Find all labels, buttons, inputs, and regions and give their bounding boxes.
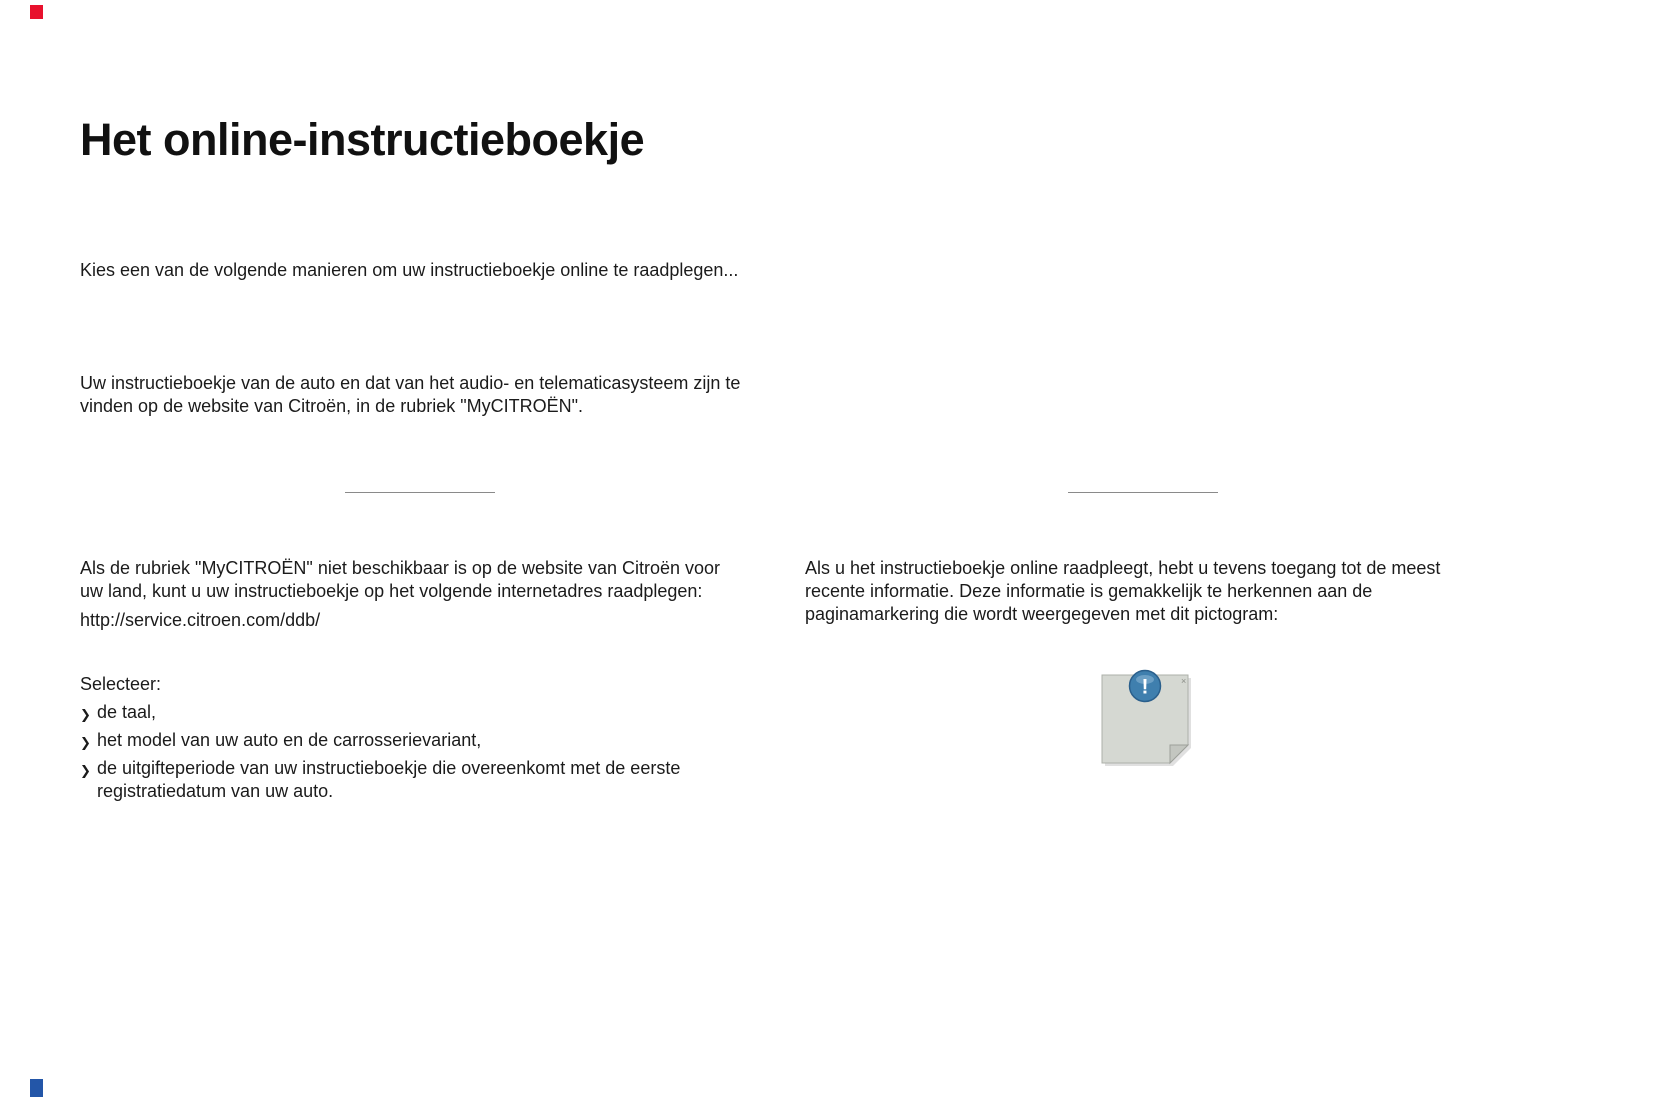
bullet-item-language bbox=[80, 701, 735, 724]
select-label: Selecteer: bbox=[80, 674, 162, 694]
page-title: Het online-instructieboekje bbox=[80, 114, 645, 165]
right-column bbox=[805, 557, 1505, 626]
print-mark-blue bbox=[30, 1079, 43, 1097]
bullet-item-text: de uitgifteperiode van uw instructieboekje die overeenkomt met de eerste registratiedatum van uw auto. bbox=[97, 758, 681, 801]
service-url: http://service.citroen.com/ddb/ bbox=[80, 610, 321, 630]
intro-text: Kies een van de volgende manieren om uw instructieboekje online te raadplegen... bbox=[80, 260, 739, 280]
print-mark-red bbox=[30, 5, 43, 19]
website-info-text: Uw instructieboekje van de auto en dat van het audio- en telematicasysteem zijn te vinden op de website van Citroën, in de rubriek "MyCITROËN". bbox=[80, 373, 741, 416]
left-column bbox=[80, 557, 735, 803]
exclamation-glyph: ! bbox=[1141, 675, 1149, 699]
page-with-exclamation-icon bbox=[1099, 668, 1191, 768]
chevron-right-icon: ❯ bbox=[80, 707, 91, 722]
corner-x-mark: × bbox=[1181, 676, 1187, 686]
bullet-item-text: de taal, bbox=[97, 702, 157, 722]
chevron-right-icon: ❯ bbox=[80, 763, 91, 778]
divider-left bbox=[345, 492, 495, 493]
bullet-item-model bbox=[80, 729, 735, 752]
fallback-info-text: Als de rubriek "MyCITROËN" niet beschikbaar is op de website van Citroën voor uw land, kunt u uw instructieboekje op het volgende internetadres raadplegen: bbox=[80, 558, 721, 601]
online-access-text: Als u het instructieboekje online raadpleegt, hebt u tevens toegang tot de meest recente informatie. Deze informatie is gemakkelijk te herkennen aan de paginamarkering die wordt weergegeven met dit pictogram: bbox=[805, 558, 1441, 624]
bullet-item-text: het model van uw auto en de carrosserievariant, bbox=[97, 730, 482, 750]
select-options-list bbox=[80, 701, 735, 803]
chevron-right-icon: ❯ bbox=[80, 735, 91, 750]
info-pictogram-svg bbox=[1099, 668, 1191, 768]
bullet-item-period bbox=[80, 757, 735, 803]
divider-right bbox=[1068, 492, 1218, 493]
page-fold bbox=[1170, 745, 1188, 763]
